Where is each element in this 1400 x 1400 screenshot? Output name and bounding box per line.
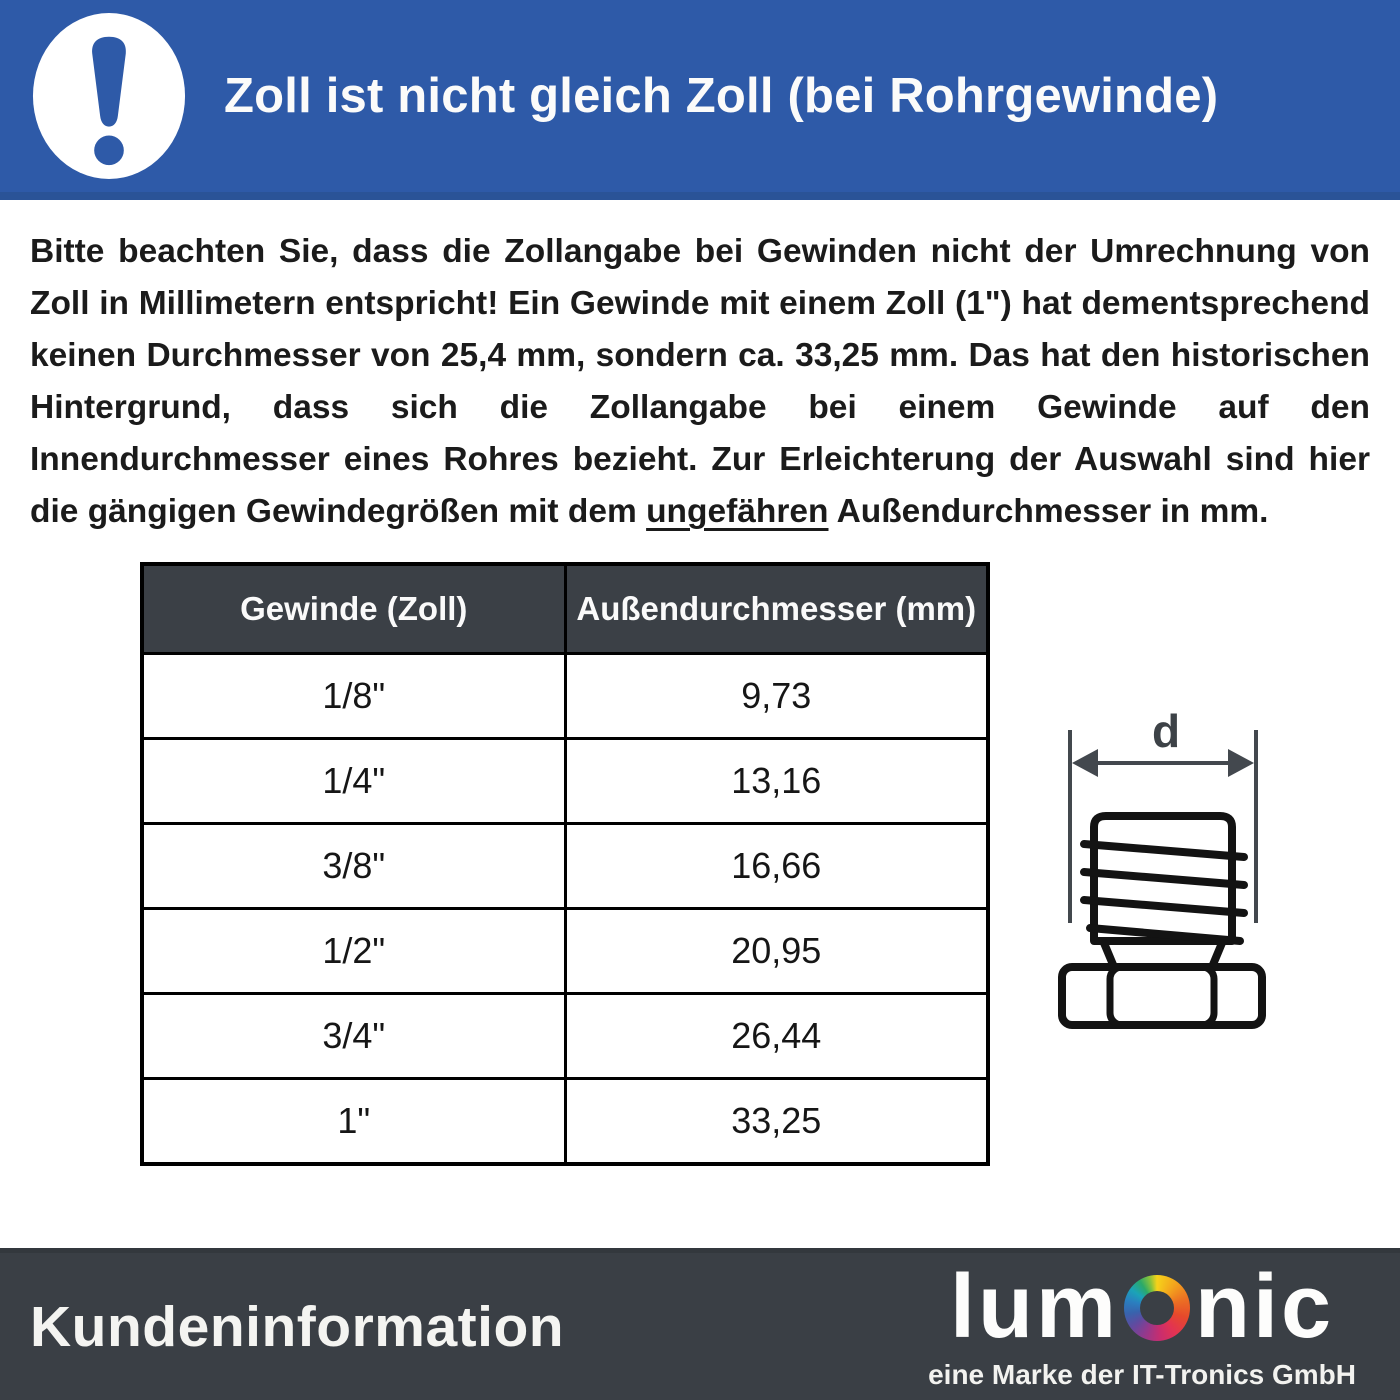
- cell-mm: 9,73: [565, 654, 988, 739]
- brand-wordmark: [950, 1257, 1335, 1357]
- thread-diagram-drawing: [1048, 703, 1278, 1033]
- cell-zoll: 1/8": [142, 654, 565, 739]
- header-banner: [0, 0, 1400, 200]
- table-row: [142, 739, 988, 824]
- cell-zoll: 1/2": [142, 909, 565, 994]
- cell-zoll: 1/4": [142, 739, 565, 824]
- brand-tagline: eine Marke der IT-Tronics GmbH: [928, 1359, 1356, 1390]
- table-row: [142, 824, 988, 909]
- footer-label: Kundeninformation: [30, 1294, 565, 1359]
- cell-mm: 20,95: [565, 909, 988, 994]
- cell-zoll: 3/4": [142, 994, 565, 1079]
- intro-underlined-word: ungefähren: [646, 493, 829, 530]
- table-row: [142, 1079, 988, 1165]
- brand-ring-icon: [1124, 1275, 1190, 1341]
- table-and-diagram-row: [0, 562, 1400, 1166]
- cell-mm: 26,44: [565, 994, 988, 1079]
- cell-mm: 13,16: [565, 739, 988, 824]
- table-row: [142, 654, 988, 739]
- exclamation-icon: [30, 11, 188, 181]
- brand-logo: [928, 1257, 1356, 1391]
- cell-mm: 16,66: [565, 824, 988, 909]
- intro-text-after: Außendurchmesser in mm.: [828, 493, 1269, 530]
- cell-mm: 33,25: [565, 1079, 988, 1165]
- thread-diagram: [1048, 703, 1278, 1038]
- brand-text-lum: lum: [950, 1257, 1120, 1357]
- dimension-label-d: d: [1151, 705, 1181, 757]
- column-header-gewinde: Gewinde (Zoll): [142, 564, 565, 654]
- table-row: [142, 994, 988, 1079]
- intro-paragraph: [30, 200, 1370, 538]
- page-title: Zoll ist nicht gleich Zoll (bei Rohrgewinde): [224, 69, 1219, 123]
- intro-text-before: Bitte beachten Sie, dass die Zollangabe bei Gewinden nicht der Umrechnung von Zoll in Millimetern entspricht! Ein Gewinde mit einem Zoll (1") hat dementsprechend keinen Durchmesser von 25,4 mm, sondern ca. 33,25 mm. Das hat den historischen Hintergrund, dass sich die Zollangabe bei einem Gewinde auf den Innendurchmesser eines Rohres bezieht. Zur Erleichterung der Auswahl sind hier die gängigen Gewindegrößen mit dem: [30, 233, 1370, 530]
- dimension-arrow-right: [1228, 749, 1254, 777]
- thread-size-table: [140, 562, 990, 1166]
- brand-text-nic: nic: [1195, 1257, 1335, 1357]
- footer-bar: [0, 1248, 1400, 1400]
- dimension-arrow-left: [1072, 749, 1098, 777]
- cell-zoll: 1": [142, 1079, 565, 1165]
- table-header-row: [142, 564, 988, 654]
- column-header-aussendurchmesser: Außendurchmesser (mm): [565, 564, 988, 654]
- cell-zoll: 3/8": [142, 824, 565, 909]
- table-row: [142, 909, 988, 994]
